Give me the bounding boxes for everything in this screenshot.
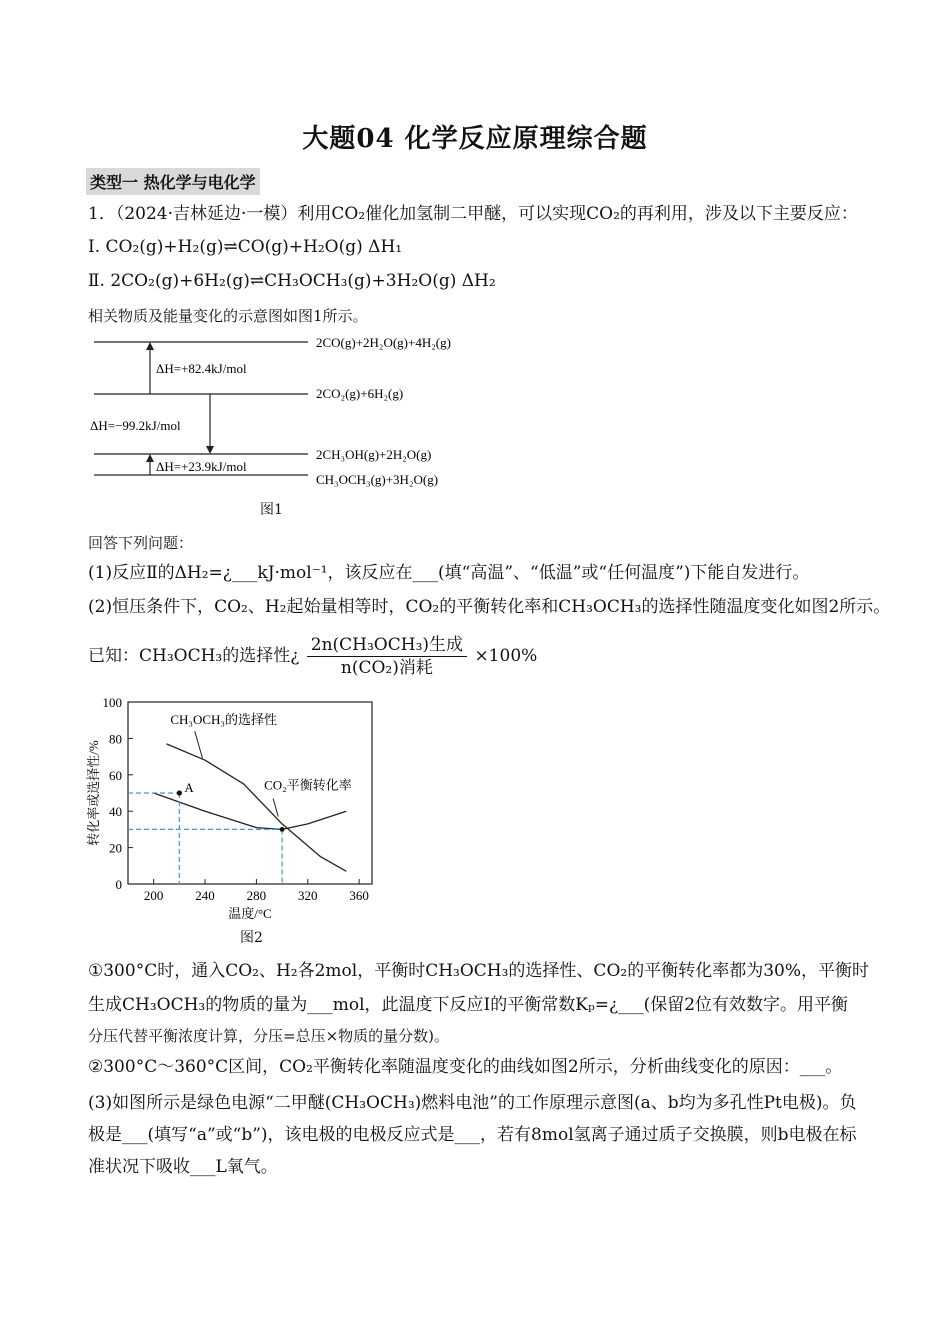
- energy-diagram: [88, 332, 488, 492]
- intersection-point: [280, 827, 285, 832]
- delta-h-label: ΔH=+82.4kJ/mol: [156, 361, 247, 376]
- x-tick-label: 320: [298, 888, 318, 903]
- reaction-2: Ⅱ. 2CO₂(g)+6H₂(g)⇌CH₃OCH₃(g)+3H₂O(g) ΔH₂: [88, 271, 496, 291]
- y-axis-label: 转化率或选择性/%: [86, 740, 101, 846]
- delta-h-label: ΔH=+23.9kJ/mol: [156, 459, 247, 474]
- section-heading: 类型一 热化学与电化学: [86, 168, 260, 195]
- part-1: (1)反应Ⅱ的ΔH₂=¿___kJ·mol⁻¹，该反应在___(填“高温”、“低温”或“任何温度”)下能自发进行。: [88, 563, 810, 583]
- level-label: 2CH₃OH(g)+2H₂O(g): [316, 447, 432, 462]
- series-label-leader: [195, 731, 203, 758]
- x-tick-label: 280: [246, 888, 267, 903]
- fraction-numerator: 2n(CH₃OCH₃)生成: [307, 634, 467, 657]
- answer-intro: 回答下列问题：: [88, 534, 194, 552]
- x-axis-label: 温度/°C: [228, 906, 272, 921]
- reaction-1: Ⅰ. CO₂(g)+H₂(g)⇌CO(g)+H₂O(g) ΔH₁: [88, 237, 403, 257]
- level-label: CH₃OCH₃(g)+3H₂O(g): [316, 472, 439, 487]
- y-tick-label: 60: [109, 767, 122, 783]
- known-prefix: 已知：CH₃OCH₃的选择性¿: [88, 646, 300, 666]
- known-formula: [88, 634, 537, 679]
- part-3c: 准状况下吸收___L氧气。: [88, 1157, 278, 1177]
- y-tick-label: 40: [109, 804, 122, 820]
- y-tick-label: 100: [102, 695, 122, 710]
- figure-2-caption: 图2: [240, 930, 263, 946]
- level-label: 2CO₂(g)+6H₂(g): [316, 386, 404, 401]
- series-label: CH₃OCH₃的选择性: [170, 711, 277, 727]
- sub-question-2: ②300°C～360°C区间，CO₂平衡转化率随温度变化的曲线如图2所示，分析曲线变化的原因：___。: [88, 1057, 843, 1077]
- series-line: [154, 793, 347, 829]
- point-a-label: A: [184, 780, 194, 795]
- sub-question-1c: 分压代替平衡浓度计算，分压=总压×物质的量分数)。: [88, 1027, 449, 1045]
- page-title: 大题04 化学反应原理综合题: [302, 124, 648, 154]
- part-3a: (3)如图所示是绿色电源“二甲醚(CH₃OCH₃)燃料电池”的工作原理示意图(a、b均为多孔性Pt电极)。负: [88, 1093, 857, 1113]
- part-2: (2)恒压条件下，CO₂、H₂起始量相等时，CO₂的平衡转化率和CH₃OCH₃的选择性随温度变化如图2所示。: [88, 597, 891, 617]
- question-intro: 1．（2024·吉林延边·一模）利用CO₂催化加氢制二甲醚，可以实现CO₂的再利用，涉及以下主要反应：: [88, 204, 858, 224]
- x-tick-label: 200: [143, 888, 164, 903]
- x-tick-label: 240: [195, 888, 215, 903]
- fraction-denominator: n(CO₂)消耗: [340, 658, 433, 678]
- part-3b: 极是___(填写“a”或“b”)，该电极的电极反应式是___，若有8mol氢离子通过质子交换膜，则b电极在标: [88, 1125, 857, 1145]
- y-tick-label: 80: [109, 731, 122, 747]
- series-label: CO₂平衡转化率: [264, 777, 352, 793]
- temperature-chart: [80, 688, 400, 928]
- fraction-tail: ×100%: [474, 646, 538, 666]
- point-a: [177, 790, 182, 795]
- figure-intro: 相关物质及能量变化的示意图如图1所示。: [88, 307, 368, 325]
- series-label-leader: [273, 798, 278, 816]
- level-label: 2CO(g)+2H₂O(g)+4H₂(g): [316, 335, 451, 350]
- figure-1-caption: 图1: [260, 502, 283, 518]
- y-tick-label: 0: [115, 877, 122, 892]
- y-tick-label: 20: [109, 840, 122, 856]
- x-tick-label: 360: [349, 888, 369, 903]
- sub-question-1a: ①300°C时，通入CO₂、H₂各2mol，平衡时CH₃OCH₃的选择性、CO₂的平衡转化率都为30%，平衡时: [88, 961, 869, 981]
- delta-h-label: ΔH=−99.2kJ/mol: [90, 418, 181, 433]
- sub-question-1b: 生成CH₃OCH₃的物质的量为___mol，此温度下反应Ⅰ的平衡常数Kₚ=¿___(保留2位有效数字。用平衡: [88, 995, 849, 1015]
- selectivity-fraction: [307, 634, 467, 679]
